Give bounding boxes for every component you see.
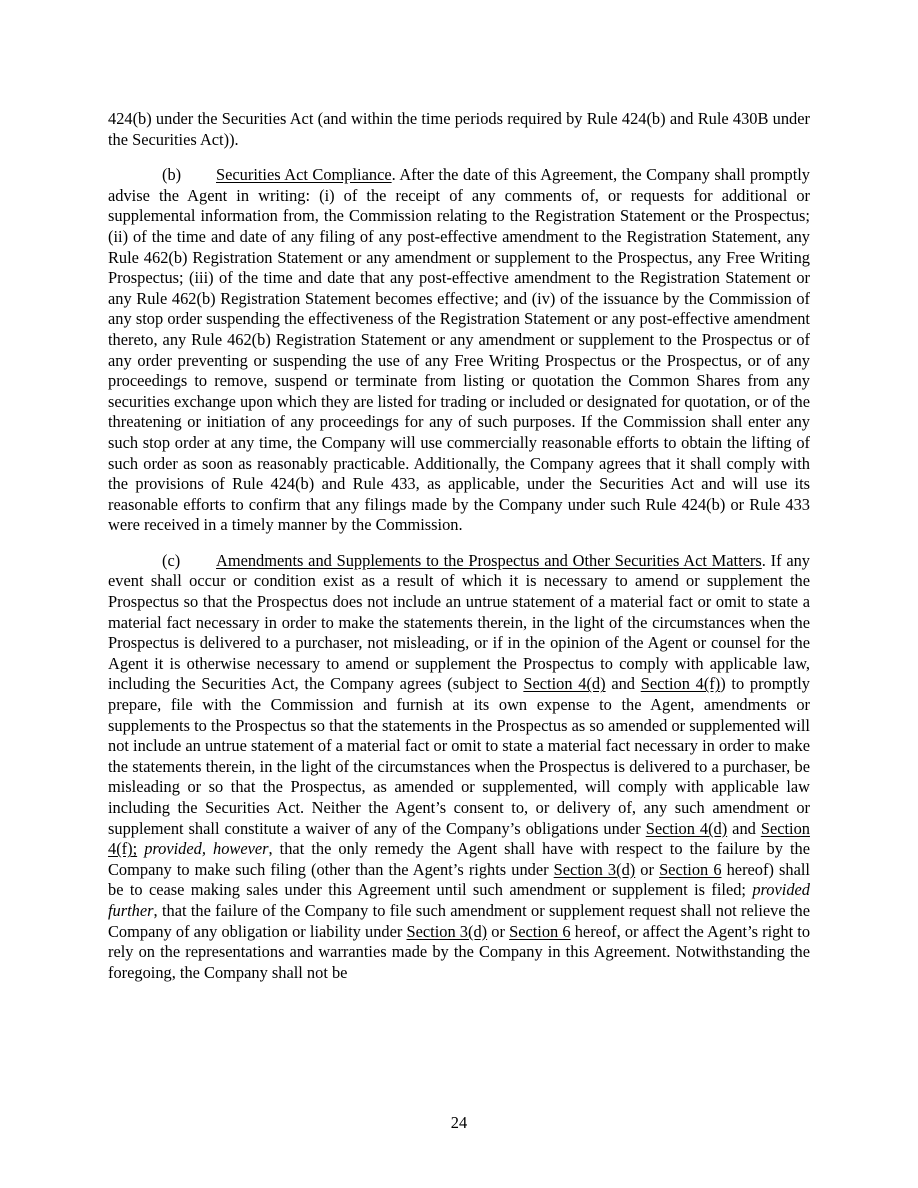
paragraph-c-text: and	[605, 674, 641, 694]
paragraph-c-text: or	[635, 859, 660, 879]
paragraph-c-text: , that the failure of the Company to file such amendment or supplement request shall not relieve the Company of any obligation or liability under	[108, 900, 810, 941]
paragraph-b-label: (b)	[162, 165, 182, 185]
paragraph-c-label: (c)	[162, 550, 181, 570]
paragraph-c-heading: Amendments and Supplements to the Prospectus and Other Securities Act Matters	[216, 550, 762, 570]
paragraph-c-text: . If any event shall occur or condition exist as a result of which it is necessary to amend or supplement the Prospectus so that the Prospectus does not include an untrue statement of a material fact or omit to state a material fact necessary in order to make the statements therein, in the light of the circumstances when the Prospectus is delivered to a purchaser, not misleading, or if in the opinion of the Agent or counsel for the Agent it is otherwise necessary to amend or supplement the Prospectus to comply with applicable law, including the Securities Act, the Company agrees (subject to	[108, 550, 810, 694]
paragraph-b-body: . After the date of this Agreement, the Company shall promptly advise the Agent in writing: (i) of the receipt of any comments of, or requests for additional or supplemental information from, the Commission relating to the Registration Statement or the Prospectus; (ii) of the time and date of any filing of any post-effective amendment to the Registration Statement, any Rule 462(b) Registration Statement or any amendment or supplement to the Prospectus, any Free Writing Prospectus; (iii) of the time and date that any post-effective amendment to the Registration Statement or any Rule 462(b) Registration Statement becomes effective; and (iv) of the issuance by the Commission of any stop order suspending the effectiveness of the Registration Statement or any post-effective amendment thereto, any Rule 462(b) Registration Statement or any amendment or supplement to the Prospectus or of any order preventing or suspending the use of any Free Writing Prospectus or the Prospectus, or of any proceedings to remove, suspend or terminate from listing or quotation the Common Shares from any securities exchange upon which they are listed for trading or included or designated for quotation, or of the threatening or initiation of any proceedings for any of such purposes. If the Commission shall enter any such stop order at any time, the Company will use commercially reasonable efforts to obtain the lifting of such order as soon as reasonably practicable. Additionally, the Company agrees that it shall comply with the provisions of Rule 424(b) and Rule 433, as applicable, under the Securities Act and will use its reasonable efforts to confirm that any filings made by the Company under such Rule 424(b) or Rule 433 were received in a timely manner by the Commission.	[108, 165, 810, 535]
section-reference: Section 4(d)	[523, 674, 606, 694]
paragraph-b-heading: Securities Act Compliance	[216, 165, 392, 185]
section-reference: Section 6	[659, 859, 722, 879]
section-reference: Section 4(f);	[108, 818, 810, 859]
paragraph-a-continuation	[108, 109, 810, 150]
paragraph-c-text: , that the only remedy the Agent shall have with respect to the failure by the Company to make such filing (other than the Agent’s rights under	[108, 839, 810, 879]
paragraph-c-text: hereof) shall be to cease making sales under this Agreement until such amendment or supplement is filed;	[108, 859, 810, 900]
paragraph-c-text: hereof, or affect the Agent’s right to rely on the representations and warranties made by the Company in this Agreement. Notwithstanding the foregoing, the Company shall not be	[108, 921, 811, 982]
paragraph-c-text: and	[727, 818, 761, 838]
section-reference: Section 6	[509, 921, 571, 941]
paragraph-c-text: ) to promptly prepare, file with the Commission and furnish at its own expense to the Agent, amendments or supplements to the Prospectus so that the statements in the Prospectus as so amended or supplemented will not include an untrue statement of a material fact or omit to state a material fact necessary in order to make the statements therein, in the light of the circumstances when the Prospectus is delivered to a purchaser, be misleading or so that the Prospectus, as amended or supplemented, will comply with applicable law including the Securities Act. Neither the Agent’s consent to, or delivery of, any such amendment or supplement shall constitute a waiver of any of the Company’s obligations under	[108, 674, 811, 838]
document-page	[108, 109, 810, 998]
paragraph-c-text: or	[487, 921, 510, 941]
paragraph-c	[108, 551, 810, 983]
section-reference: Section 3(d)	[553, 859, 636, 879]
section-reference: Section 4(d)	[645, 818, 728, 838]
paragraph-b	[108, 165, 810, 536]
section-reference: Section 4(f)	[640, 674, 721, 694]
section-reference: Section 3(d)	[406, 921, 488, 941]
emphasis-provided-however: provided, however	[144, 839, 269, 859]
paragraph-a-text: 424(b) under the Securities Act (and within the time periods required by Rule 424(b) and Rule 430B under the Securities Act)).	[108, 109, 810, 149]
page-number: 24	[450, 1113, 468, 1132]
emphasis-provided-further: provided further	[108, 880, 810, 920]
